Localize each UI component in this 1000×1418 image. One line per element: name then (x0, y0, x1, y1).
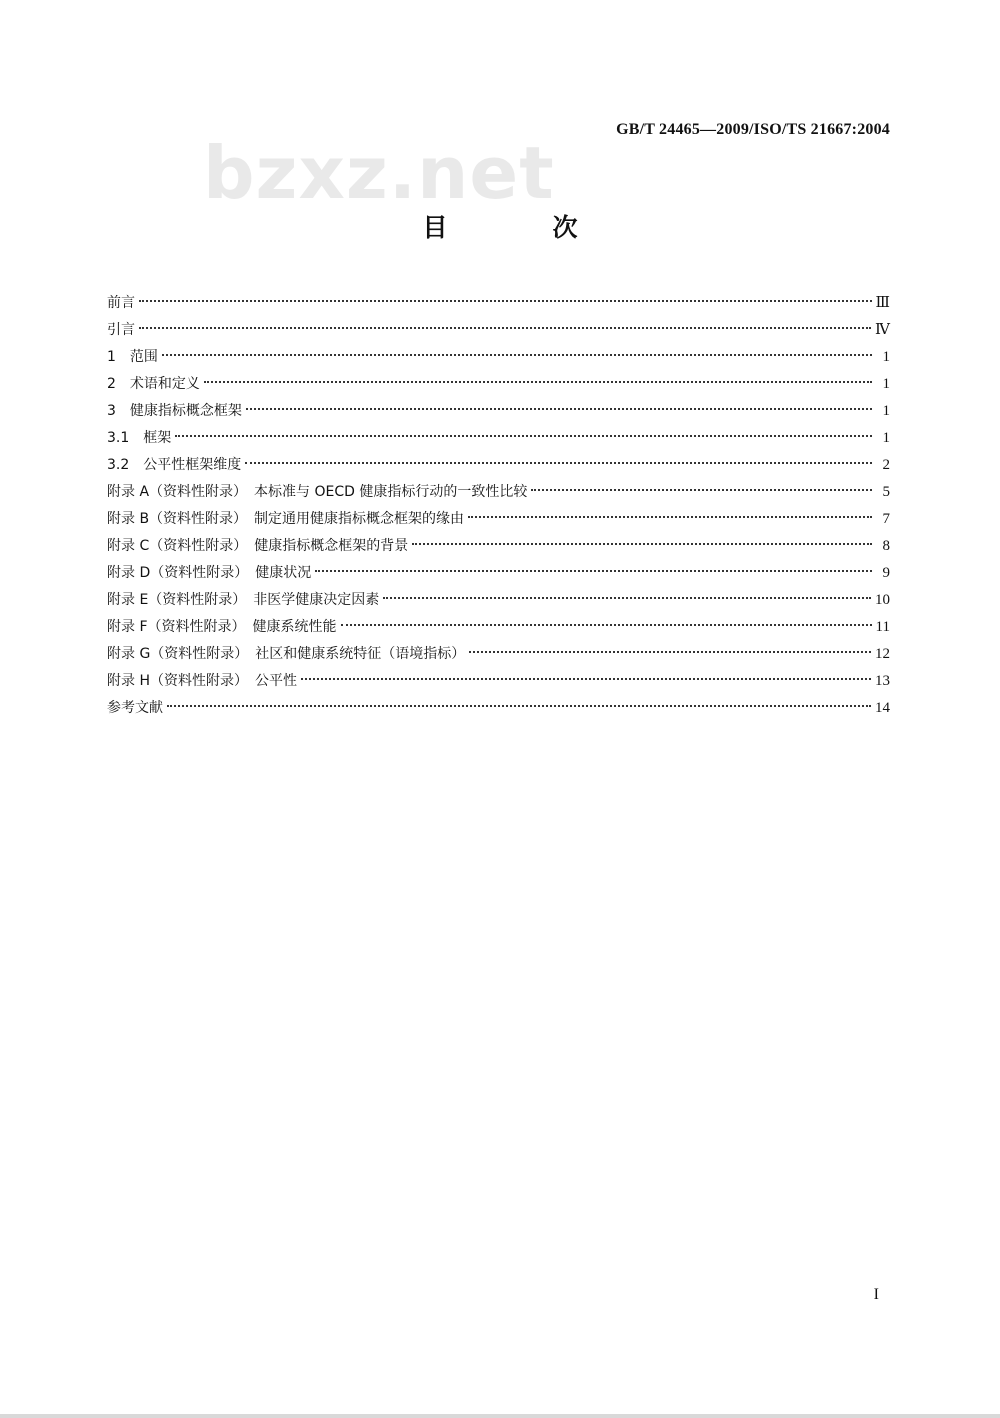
toc-leader-dots (412, 543, 872, 545)
toc-entry-label: 附录 C（资料性附录） 健康指标概念框架的背景 (107, 538, 409, 554)
table-of-contents (107, 290, 890, 722)
toc-entry[interactable] (107, 479, 890, 506)
toc-entry[interactable] (107, 317, 890, 344)
toc-entry-label: 参考文献 (107, 700, 163, 716)
toc-entry-label: 前言 (107, 295, 135, 311)
toc-entry-label: 3 健康指标概念框架 (107, 403, 242, 419)
toc-entry-page: 5 (882, 484, 890, 500)
toc-entry[interactable] (107, 533, 890, 560)
toc-entry-page: 1 (882, 349, 890, 365)
toc-entry[interactable] (107, 425, 890, 452)
toc-entry-page: Ⅲ (875, 295, 890, 311)
toc-entry-label: 附录 H（资料性附录） 公平性 (107, 673, 297, 689)
toc-leader-dots (162, 354, 872, 356)
toc-entry-page: 12 (875, 646, 890, 662)
toc-leader-dots (175, 435, 872, 437)
toc-leader-dots (301, 678, 871, 680)
toc-entry[interactable] (107, 668, 890, 695)
toc-entry[interactable] (107, 371, 890, 398)
page-bottom-edge (0, 1414, 1000, 1418)
toc-entry-page: 11 (875, 619, 890, 635)
toc-leader-dots (167, 705, 871, 707)
toc-entry[interactable] (107, 695, 890, 722)
toc-entry-page: 7 (882, 511, 890, 527)
toc-leader-dots (315, 570, 872, 572)
page-number: I (873, 1286, 879, 1303)
toc-entry-label: 引言 (107, 322, 135, 338)
toc-leader-dots (341, 624, 872, 626)
toc-leader-dots (245, 462, 872, 464)
standard-code-header: GB/T 24465—2009/ISO/TS 21667:2004 (616, 121, 890, 138)
toc-entry-page: Ⅳ (875, 322, 890, 338)
toc-entry[interactable] (107, 614, 890, 641)
toc-entry-page: 1 (882, 403, 890, 419)
toc-entry[interactable] (107, 290, 890, 317)
toc-entry-label: 2 术语和定义 (107, 376, 200, 392)
page-title: 目 次 (422, 213, 618, 242)
toc-entry[interactable] (107, 344, 890, 371)
toc-entry-label: 3.1 框架 (107, 430, 172, 446)
toc-entry[interactable] (107, 506, 890, 533)
toc-entry-page: 14 (875, 700, 890, 716)
toc-entry-page: 2 (882, 457, 890, 473)
toc-leader-dots (468, 516, 872, 518)
toc-entry-page: 1 (882, 376, 890, 392)
toc-entry[interactable] (107, 452, 890, 479)
toc-leader-dots (383, 597, 871, 599)
toc-entry-page: 13 (875, 673, 890, 689)
toc-entry-label: 附录 E（资料性附录） 非医学健康决定因素 (107, 592, 380, 608)
toc-entry[interactable] (107, 641, 890, 668)
toc-entry-label: 1 范围 (107, 349, 158, 365)
toc-entry-page: 1 (882, 430, 890, 446)
toc-entry-label: 附录 A（资料性附录） 本标准与 OECD 健康指标行动的一致性比较 (107, 484, 528, 500)
toc-entry-page: 9 (882, 565, 890, 581)
toc-entry-label: 附录 G（资料性附录） 社区和健康系统特征（语境指标） (107, 646, 466, 662)
toc-entry-label: 附录 B（资料性附录） 制定通用健康指标概念框架的缘由 (107, 511, 465, 527)
toc-entry-label: 3.2 公平性框架维度 (107, 457, 242, 473)
toc-entry-label: 附录 D（资料性附录） 健康状况 (107, 565, 312, 581)
toc-entry-page: 8 (882, 538, 890, 554)
watermark: bzxz.net (203, 131, 555, 215)
toc-leader-dots (204, 381, 872, 383)
toc-leader-dots (139, 300, 872, 302)
toc-leader-dots (246, 408, 872, 410)
toc-entry[interactable] (107, 560, 890, 587)
toc-entry-page: 10 (875, 592, 890, 608)
toc-leader-dots (531, 489, 872, 491)
toc-entry[interactable] (107, 587, 890, 614)
toc-leader-dots (469, 651, 871, 653)
toc-entry[interactable] (107, 398, 890, 425)
toc-entry-label: 附录 F（资料性附录） 健康系统性能 (107, 619, 337, 635)
toc-leader-dots (139, 327, 871, 329)
